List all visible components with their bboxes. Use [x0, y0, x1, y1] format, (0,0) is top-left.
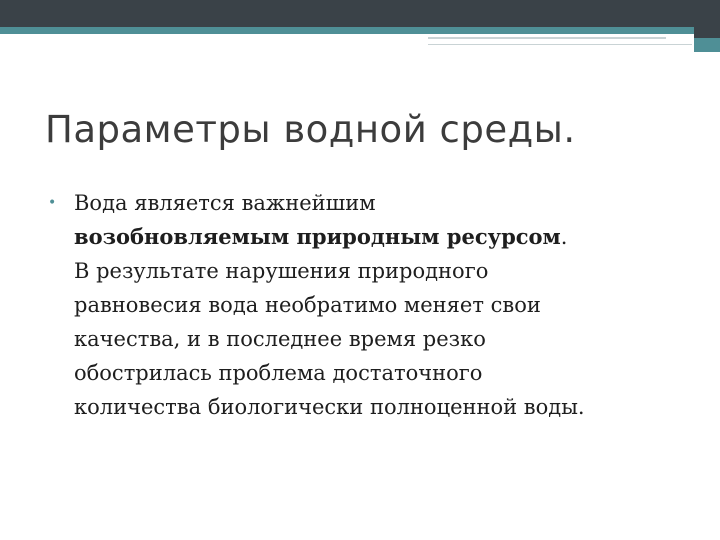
header-decor-line: [428, 37, 666, 39]
bullet-line-2-tail: .: [560, 225, 568, 249]
header-teal-stripe: [0, 27, 720, 34]
bullet-bold-phrase: возобновляемым природным ресурсом: [74, 224, 561, 249]
header-corner-teal-block: [694, 38, 720, 52]
header-dark-band: [0, 0, 720, 27]
slide-title: Параметры водной среды.: [45, 108, 576, 151]
bullet-line-4: равновесия вода необратимо меняет свои: [74, 293, 541, 317]
bullet-line-1: Вода является важнейшим: [74, 191, 376, 215]
bullet-marker: •: [48, 195, 57, 211]
bullet-line-7: количества биологически полноценной воды.: [74, 395, 585, 419]
bullet-line-3: В результате нарушения природного: [74, 259, 489, 283]
bullet-line-5: качества, и в последнее время резко: [74, 327, 486, 351]
header-decor-line-secondary: [428, 44, 692, 45]
bullet-text: [74, 186, 686, 424]
bullet-line-6: обострилась проблема достаточного: [74, 361, 483, 385]
